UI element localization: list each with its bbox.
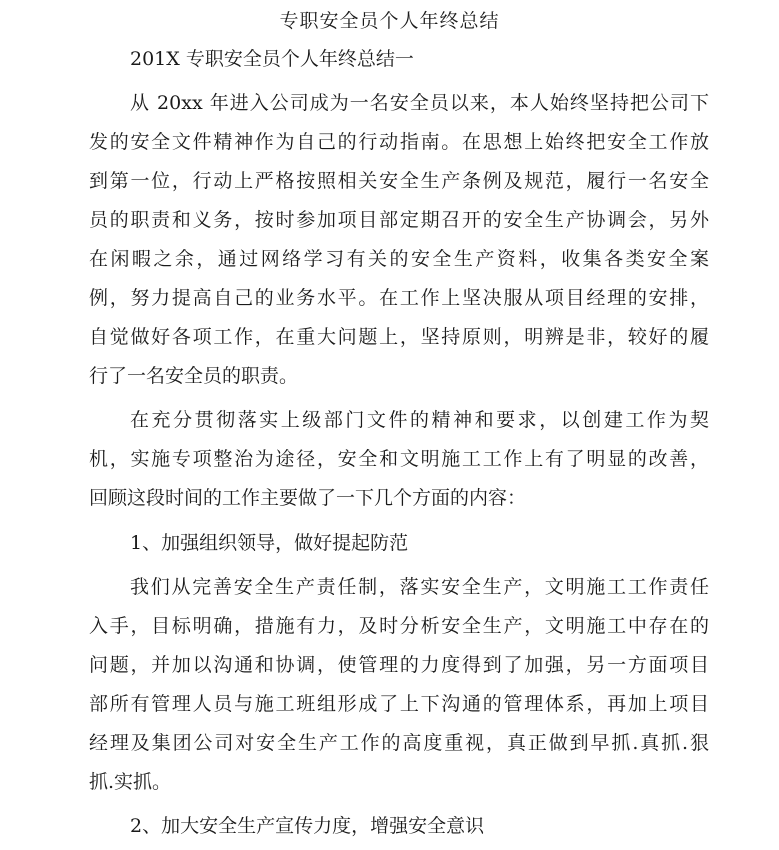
paragraph-line: 机，实施专项整治为途径，安全和文明施工工作上有了明显的改善， — [89, 448, 709, 470]
paragraph-line: 回顾这段时间的工作主要做了一下几个方面的内容： — [89, 487, 527, 509]
paragraph-line: 自觉做好各项工作，在重大问题上，坚持原则，明辨是非，较好的履 — [89, 326, 709, 348]
paragraph-line: 在充分贯彻落实上级部门文件的精神和要求，以创建工作为契 — [130, 409, 709, 431]
section-heading: 1、加强组织领导，做好提起防范 — [130, 532, 409, 554]
paragraph-line: 问题，并加以沟通和协调，使管理的力度得到了加强，另一方面项目 — [89, 654, 709, 676]
paragraph-line: 发的安全文件精神作为自己的行动指南。在思想上始终把安全工作放 — [89, 131, 709, 153]
paragraph-line: 抓.实抓。 — [89, 771, 172, 793]
document-title: 专职安全员个人年终总结 — [279, 10, 500, 32]
paragraph-line: 入手，目标明确，措施有力，及时分析安全生产，文明施工中存在的 — [89, 615, 709, 637]
paragraph-line: 我们从完善安全生产责任制，落实安全生产，文明施工工作责任 — [130, 576, 709, 598]
section-heading: 2、加大安全生产宣传力度，增强安全意识 — [130, 815, 485, 837]
paragraph-line: 从 20xx 年进入公司成为一名安全员以来，本人始终坚持把公司下 — [130, 92, 709, 114]
paragraph-line: 行了一名安全员的职责。 — [89, 365, 299, 387]
paragraph-line: 部所有管理人员与施工班组形成了上下沟通的管理体系，再加上项目 — [89, 693, 709, 715]
paragraph-line: 在闲暇之余，通过网络学习有关的安全生产资料，收集各类安全案 — [89, 248, 709, 270]
paragraph-line: 例，努力提高自己的业务水平。在工作上坚决服从项目经理的安排， — [89, 287, 709, 309]
subtitle-line: 201X 专职安全员个人年终总结一 — [130, 48, 414, 70]
paragraph-line: 经理及集团公司对安全生产工作的高度重视，真正做到早抓.真抓.狠 — [89, 732, 709, 754]
paragraph-line: 到第一位，行动上严格按照相关安全生产条例及规范，履行一名安全 — [89, 170, 709, 192]
paragraph-line: 员的职责和义务，按时参加项目部定期召开的安全生产协调会，另外 — [89, 209, 709, 231]
